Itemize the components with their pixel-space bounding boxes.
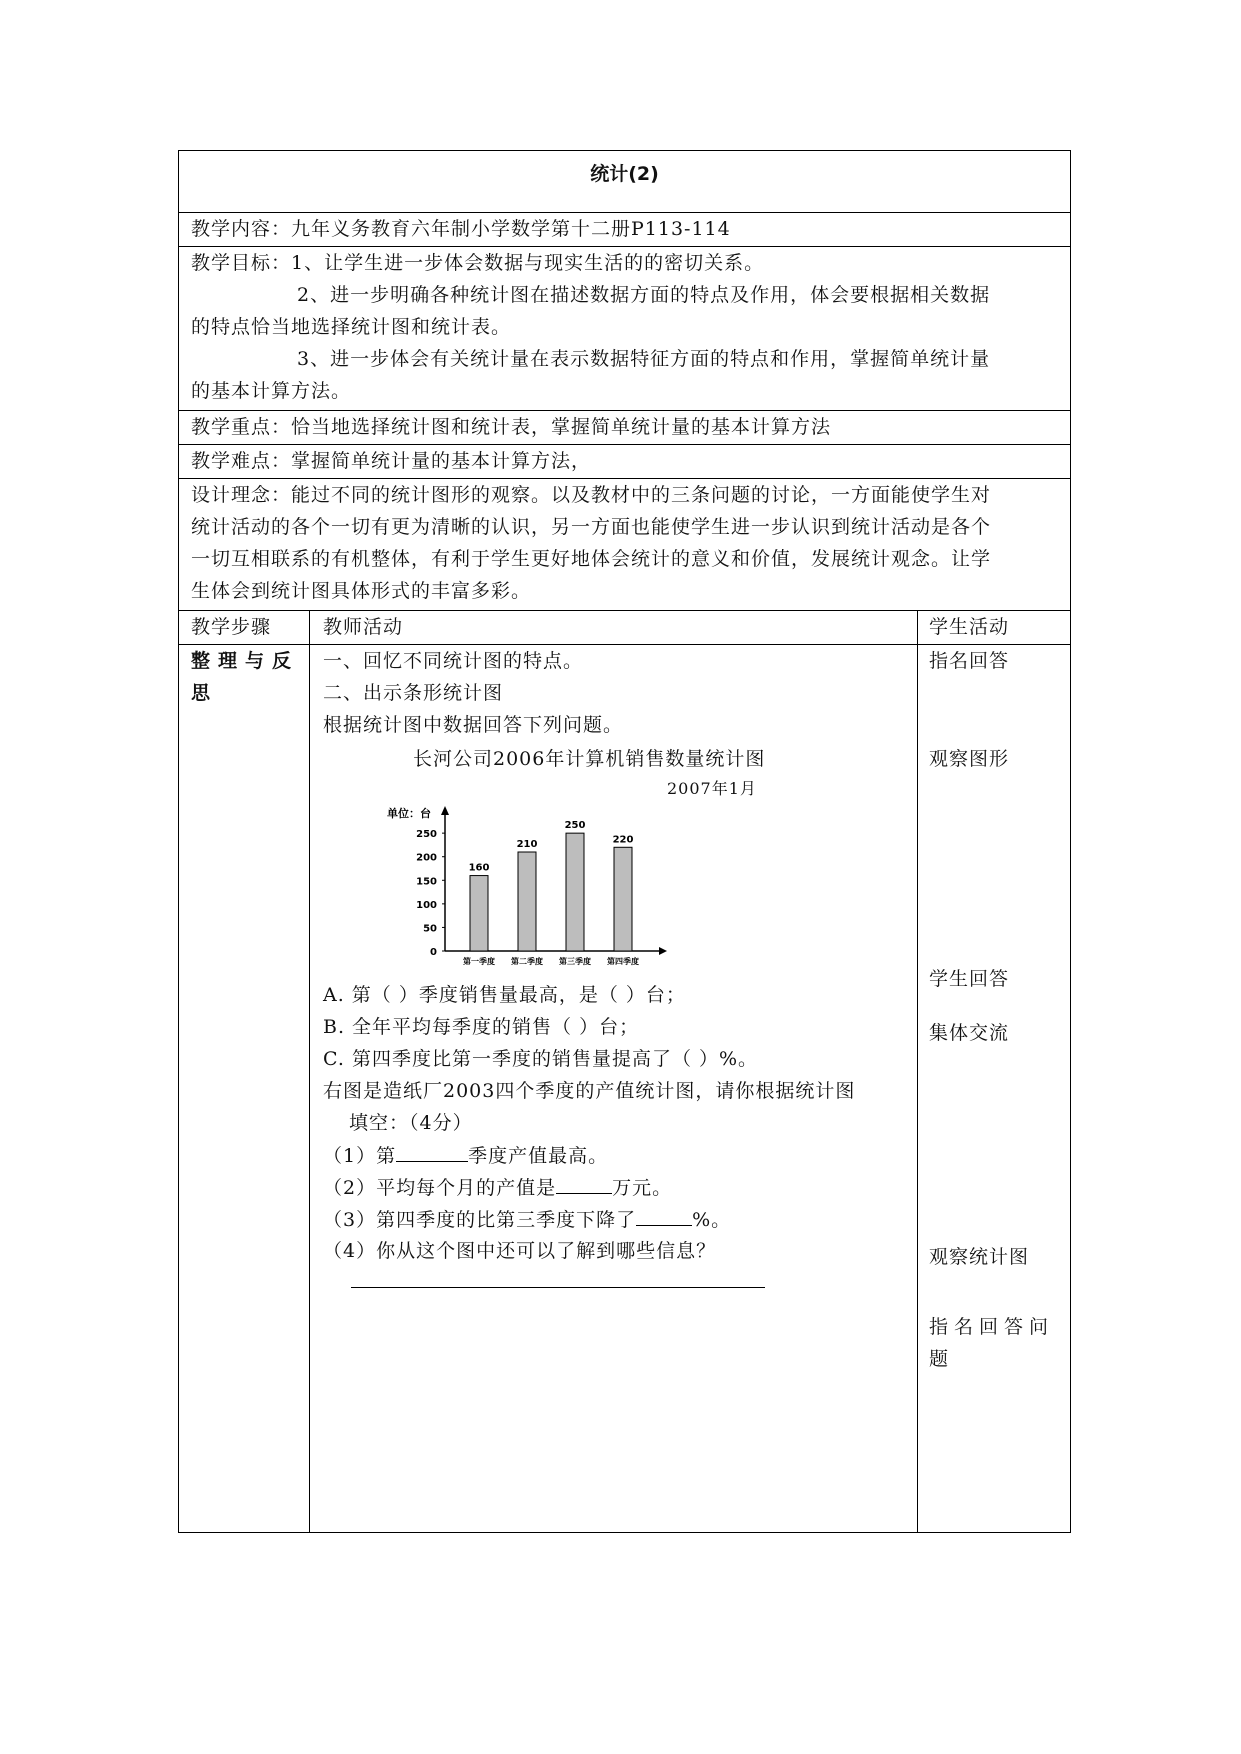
fill-1-suffix: 季度产值最高。	[468, 1145, 609, 1167]
y-tick-label: 50	[423, 923, 437, 935]
paper-factory-intro: 右图是造纸厂2003四个季度的产值统计图，请你根据统计图	[323, 1080, 856, 1102]
step-name-line-1: 整理与反	[191, 650, 300, 672]
design-line-3: 一切互相联系的有机整体，有利于学生更好地体会统计的意义和价值，发展统计观念。让学	[191, 548, 992, 570]
bar-value-label: 220	[612, 834, 634, 846]
design-row	[179, 479, 1070, 611]
fill-in-instruction: 填空：（4分）	[349, 1112, 473, 1134]
student-5: 观察统计图	[929, 1246, 1030, 1268]
lesson-plan-table	[178, 150, 1071, 1533]
question-b: B. 全年平均每季度的销售（ ）台；	[323, 1016, 640, 1038]
key-points-row	[179, 411, 1070, 445]
header-steps: 教学步骤	[191, 616, 272, 638]
bar-value-label: 250	[564, 820, 586, 832]
goals-row	[179, 247, 1070, 411]
y-axis-arrow	[441, 806, 449, 815]
bar-value-label: 160	[468, 862, 490, 874]
y-tick-label: 250	[416, 829, 437, 841]
fill-question-3	[323, 1203, 731, 1236]
bar	[566, 833, 584, 951]
x-category-label: 第一季度	[463, 957, 495, 966]
bar	[614, 847, 632, 951]
chart-ylabel: 单位：台	[387, 807, 431, 820]
student-6-line-2: 题	[929, 1348, 950, 1370]
y-tick-label: 100	[416, 899, 437, 911]
teaching-content: 教学内容：九年义务教育六年制小学数学第十二册P113-114	[191, 218, 731, 240]
student-1: 指名回答	[929, 650, 1010, 672]
bar	[470, 876, 488, 951]
student-3: 学生回答	[929, 968, 1010, 990]
chart-date: 2007年1月	[667, 779, 757, 798]
header-teacher: 教师活动	[323, 616, 404, 638]
goal-line-1: 教学目标：1、让学生进一步体会数据与现实生活的的密切关系。	[191, 252, 765, 274]
difficulties: 教学难点：掌握简单统计量的基本计算方法，	[191, 450, 592, 472]
student-4: 集体交流	[929, 1022, 1010, 1044]
design-line-1: 设计理念：能过不同的统计图形的观察。以及教材中的三条问题的讨论，一方面能使学生对	[191, 484, 992, 506]
goal-line-4: 3、进一步体会有关统计量在表示数据特征方面的特点和作用，掌握简单统计量	[297, 348, 991, 370]
fill-question-1	[323, 1139, 608, 1172]
goal-line-2: 2、进一步明确各种统计图在描述数据方面的特点及作用，体会要根据相关数据	[297, 284, 991, 306]
page-title: 统计(2)	[590, 163, 659, 185]
y-tick-label: 200	[416, 852, 437, 864]
question-a: A. 第（ ）季度销售量最高，是（ ）台；	[323, 984, 686, 1006]
question-c: C. 第四季度比第一季度的销售量提高了（ ）%。	[323, 1048, 759, 1070]
fill-question-4: （4）你从这个图中还可以了解到哪些信息？	[323, 1240, 717, 1262]
goal-line-5: 的基本计算方法。	[191, 380, 352, 402]
design-line-2: 统计活动的各个一切有更为清晰的认识，另一方面也能使学生进一步认识到统计活动是各个	[191, 516, 992, 538]
fill-question-2	[323, 1171, 672, 1204]
activity-header-row	[179, 611, 1070, 645]
bar	[518, 852, 536, 951]
y-tick-label: 0	[430, 947, 437, 958]
fill-blank-3[interactable]	[636, 1203, 692, 1226]
chart-title: 长河公司2006年计算机销售数量统计图	[413, 748, 766, 770]
column-divider-student	[917, 611, 918, 1532]
fill-3-suffix: %。	[692, 1209, 732, 1231]
column-divider-steps	[309, 611, 310, 1532]
teacher-line-1: 一、回忆不同统计图的特点。	[323, 650, 584, 672]
teacher-line-2: 二、出示条形统计图	[323, 682, 504, 704]
difficulties-row	[179, 445, 1070, 479]
student-2: 观察图形	[929, 748, 1010, 770]
x-category-label: 第二季度	[511, 957, 543, 966]
fill-1-prefix: （1）第	[323, 1145, 397, 1167]
student-6-line-1: 指名回答问	[929, 1316, 1055, 1338]
step-name-line-2: 思	[191, 682, 212, 704]
sales-bar-chart	[383, 801, 703, 981]
answer-line[interactable]	[351, 1287, 765, 1288]
x-category-label: 第四季度	[607, 957, 639, 966]
y-tick-label: 150	[416, 876, 437, 888]
header-student: 学生活动	[929, 616, 1010, 638]
goal-line-3: 的特点恰当地选择统计图和统计表。	[191, 316, 512, 338]
fill-2-prefix: （2）平均每个月的产值是	[323, 1177, 557, 1199]
fill-2-suffix: 万元。	[612, 1177, 673, 1199]
activity-body	[179, 645, 1070, 1532]
design-line-4: 生体会到统计图具体形式的丰富多彩。	[191, 580, 532, 602]
x-category-label: 第三季度	[559, 957, 591, 966]
key-points: 教学重点：恰当地选择统计图和统计表，掌握简单统计量的基本计算方法	[191, 416, 832, 438]
bar-value-label: 210	[516, 839, 538, 850]
content-row	[179, 213, 1070, 247]
title-row	[179, 151, 1070, 213]
teacher-line-3: 根据统计图中数据回答下列问题。	[323, 714, 624, 736]
fill-blank-1[interactable]	[396, 1139, 468, 1162]
fill-blank-2[interactable]	[556, 1171, 612, 1194]
x-axis-arrow	[659, 947, 667, 955]
fill-3-prefix: （3）第四季度的比第三季度下降了	[323, 1209, 637, 1231]
